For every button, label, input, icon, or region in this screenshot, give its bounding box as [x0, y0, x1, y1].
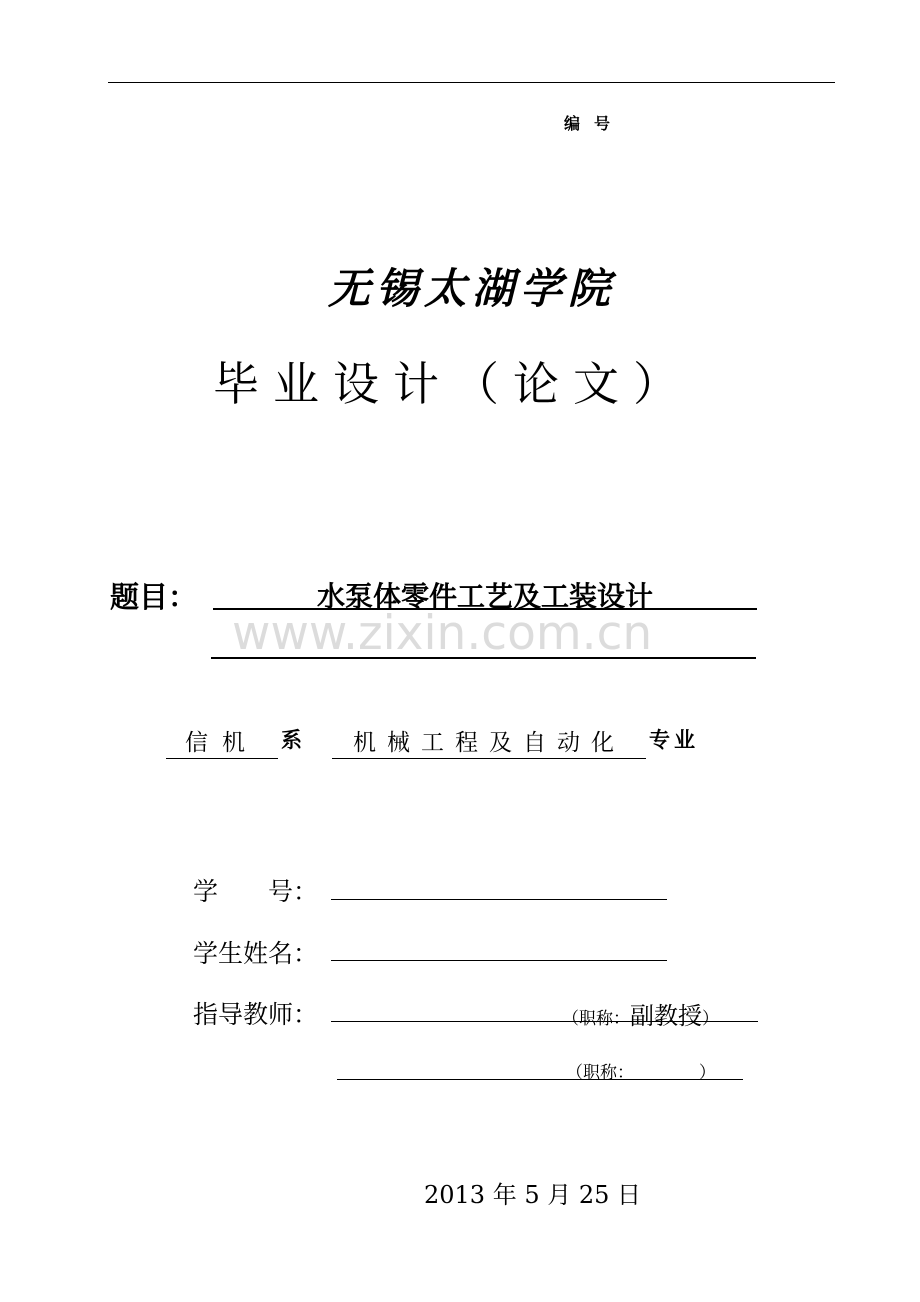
second-advisor-title: （职称： ）: [566, 1063, 716, 1083]
major-suffix: 专业: [649, 728, 699, 752]
watermark: www.zixin.com.cn: [232, 606, 653, 661]
department-value: 信机: [166, 724, 278, 759]
advisor-title-suffix: ）: [702, 1009, 719, 1029]
advisor-line[interactable]: [331, 1021, 758, 1022]
second-advisor-line[interactable]: [337, 1079, 743, 1080]
serial-number-label: 编号: [564, 114, 625, 133]
advisor-title: [562, 996, 719, 1031]
student-name-line[interactable]: [331, 960, 667, 961]
topic-label: 题目：: [110, 580, 198, 614]
student-id-label: 学 号：: [193, 877, 319, 906]
date: 2013 年 5 月 25 日: [424, 1181, 642, 1209]
topic-value: 水泵体零件工艺及工装设计: [316, 580, 653, 613]
major-value: 机械工程及自动化: [332, 724, 646, 759]
header-rule: [108, 82, 835, 83]
school-name: 无锡太湖学院: [327, 264, 616, 313]
topic-underline-2: [211, 657, 756, 659]
advisor-title-prefix: （职称：: [562, 1009, 630, 1029]
document-type-title: 毕业设计（论文）: [213, 357, 693, 411]
advisor-label: 指导教师：: [193, 1000, 319, 1029]
student-name-label: 学生姓名：: [193, 939, 319, 968]
student-id-line[interactable]: [331, 899, 667, 900]
advisor-title-value: 副教授: [630, 1002, 702, 1030]
department-suffix: 系: [281, 728, 302, 752]
